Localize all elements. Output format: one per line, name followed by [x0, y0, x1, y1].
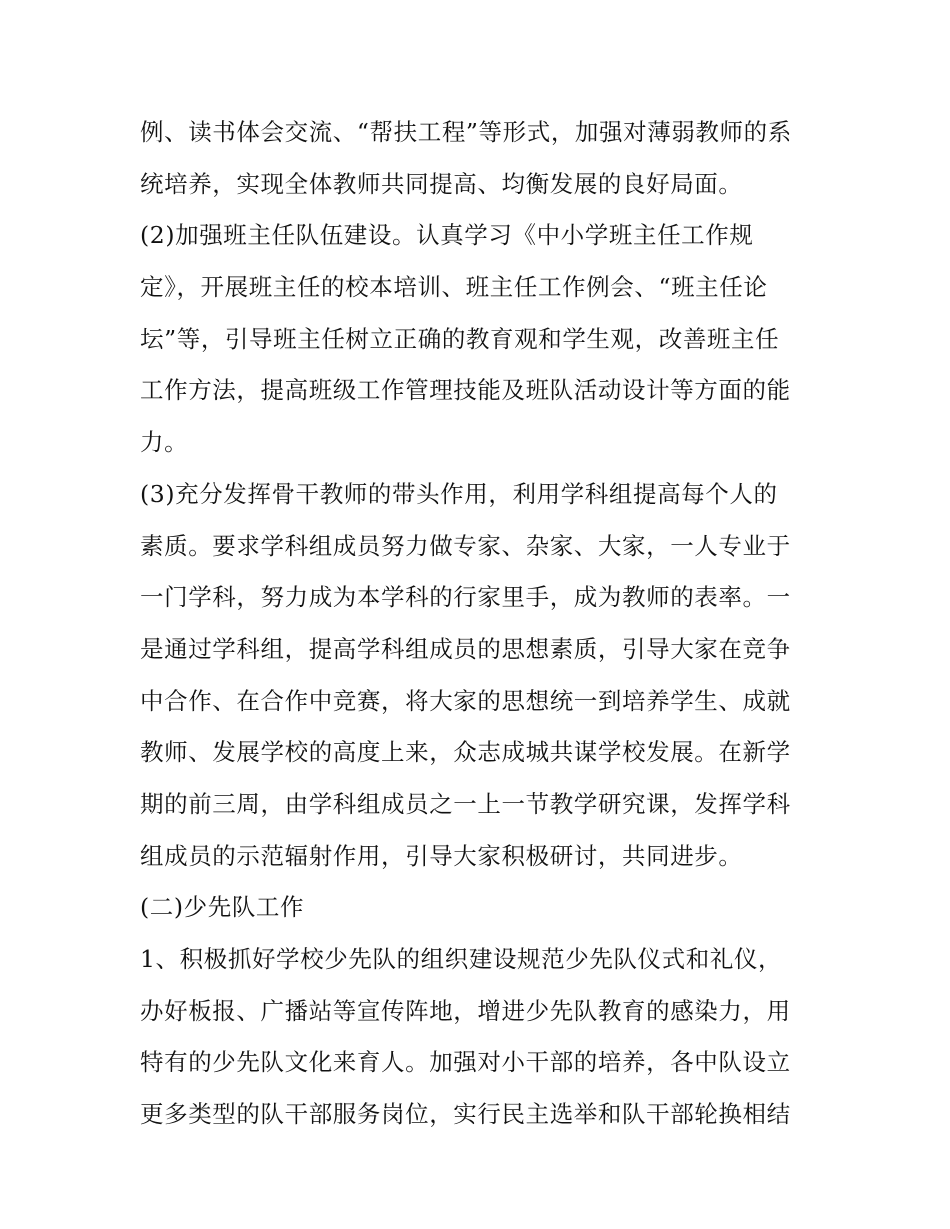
text-line: 一门学科，努力成为本学科的行家里手，成为教师的表率。一 [140, 583, 791, 612]
text-line: 例、读书体会交流、“帮扶工程”等形式，加强对薄弱教师的系 [140, 118, 792, 146]
text-line: 期的前三周，由学科组成员之一上一节教学研究课，发挥学科 [140, 789, 791, 818]
text-line: 中合作、在合作中竞赛，将大家的思想统一到培养学生、成就 [140, 686, 791, 715]
text-line: 定》，开展班主任的校本培训、班主任工作例会、“班主任论 [140, 273, 768, 302]
text-line: 素质。要求学科组成员努力做专家、杂家、大家，一人专业于 [140, 531, 791, 560]
text-line: 更多类型的队干部服务岗位，实行民主选举和队干部轮换相结 [140, 1100, 791, 1129]
text-line: 统培养，实现全体教师共同提高、均衡发展的良好局面。 [140, 169, 743, 198]
text-line: 1、积极抓好学校少先队的组织建设规范少先队仪式和礼仪， [140, 945, 783, 973]
text-line: (2)加强班主任队伍建设。认真学习《中小学班主任工作规 [140, 221, 754, 250]
section-heading: (二)少先队工作 [140, 893, 305, 922]
text-line: 办好板报、广播站等宣传阵地，增进少先队教育的感染力，用 [140, 996, 791, 1025]
text-line: 是通过学科组，提高学科组成员的思想素质，引导大家在竞争 [140, 634, 791, 663]
text-line: 工作方法，提高班级工作管理技能及班队活动设计等方面的能 [140, 376, 791, 405]
text-line: 教师、发展学校的高度上来，众志成城共谋学校发展。在新学 [140, 738, 791, 767]
text-line: 坛”等，引导班主任树立正确的教育观和学生观，改善班主任 [140, 324, 780, 353]
body-text [140, 107, 820, 1141]
text-line: (3)充分发挥骨干教师的带头作用，利用学科组提高每个人的 [140, 479, 778, 508]
text-line: 特有的少先队文化来育人。加强对小干部的培养，各中队设立 [140, 1048, 791, 1077]
text-line: 力。 [140, 428, 189, 457]
text-line: 组成员的示范辐射作用，引导大家积极研讨，共同进步。 [140, 841, 743, 870]
